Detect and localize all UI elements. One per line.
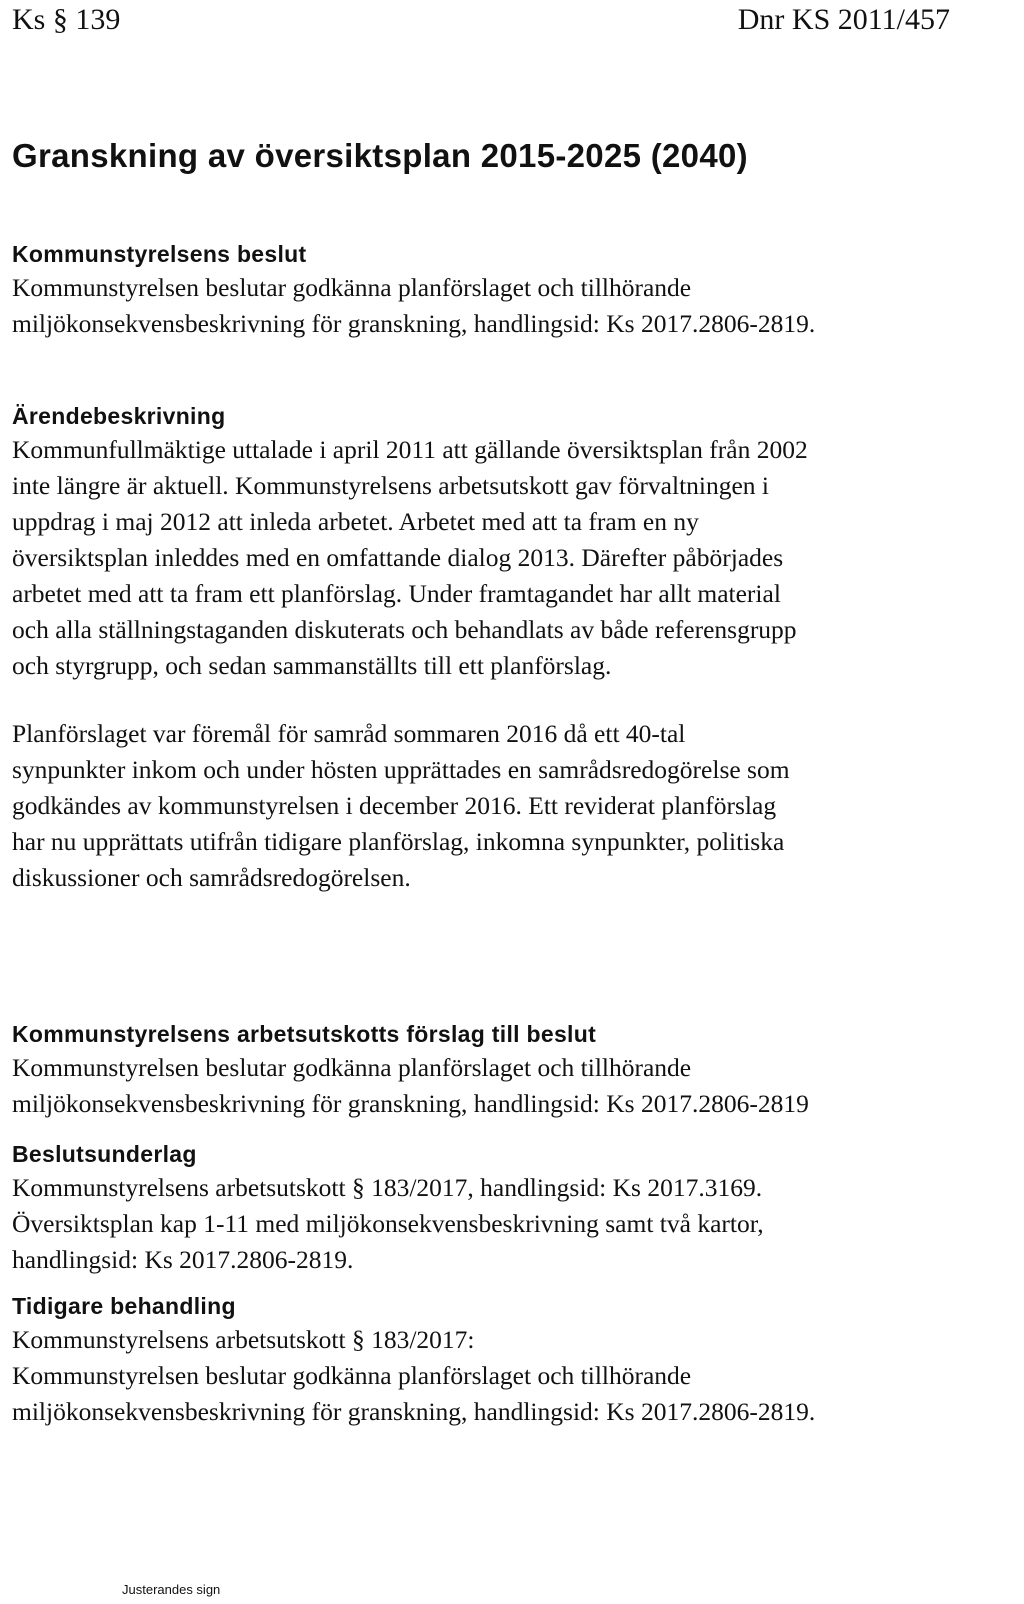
section-heading-basis: Beslutsunderlag	[12, 1141, 197, 1167]
diary-number: Dnr KS 2011/457	[737, 3, 950, 36]
section-proposal	[12, 1018, 1016, 1122]
decision-text	[12, 270, 1016, 342]
section-decision	[12, 238, 1016, 342]
text-line: har nu upprättats utifrån tidigare planförslag, inkomna synpunkter, politiska	[12, 827, 785, 856]
text-line: Kommunstyrelsen beslutar godkänna planförslaget och tillhörande	[12, 273, 692, 302]
text-line: handlingsid: Ks 2017.2806-2819.	[12, 1245, 354, 1274]
text-line: översiktsplan inleddes med en omfattande dialog 2013. Därefter påbörjades	[12, 543, 784, 572]
text-line: miljökonsekvensbeskrivning för granskning, handlingsid: Ks 2017.2806-2819.	[12, 1397, 816, 1426]
paragraph-reference: Ks § 139	[12, 3, 121, 36]
text-line: inte längre är aktuell. Kommunstyrelsens arbetsutskott gav förvaltningen i	[12, 471, 770, 500]
signature-label: Justerandes sign	[122, 1582, 221, 1597]
section-basis	[12, 1138, 1016, 1278]
text-line: miljökonsekvensbeskrivning för granskning, handlingsid: Ks 2017.2806-2819.	[12, 309, 816, 338]
section-previous	[12, 1290, 1016, 1430]
text-line: Planförslaget var föremål för samråd sommaren 2016 då ett 40-tal	[12, 719, 686, 748]
text-line: Kommunstyrelsens arbetsutskott § 183/2017:	[12, 1325, 475, 1354]
text-line: arbetet med att ta fram ett planförslag. Under framtagandet har allt material	[12, 579, 781, 608]
document-title: Granskning av översiktsplan 2015-2025 (2040)	[12, 137, 748, 174]
text-line: Kommunstyrelsen beslutar godkänna planförslaget och tillhörande	[12, 1053, 692, 1082]
text-line: diskussioner och samrådsredogörelsen.	[12, 863, 411, 892]
text-line: miljökonsekvensbeskrivning för granskning, handlingsid: Ks 2017.2806-2819	[12, 1089, 809, 1118]
text-line: godkändes av kommunstyrelsen i december 2016. Ett reviderat planförslag	[12, 791, 777, 820]
description-paragraph-2	[12, 716, 1016, 896]
section-heading-description: Ärendebeskrivning	[12, 403, 226, 429]
text-line: och alla ställningstaganden diskuterats och behandlats av både referensgrupp	[12, 615, 797, 644]
text-line: Kommunstyrelsen beslutar godkänna planförslaget och tillhörande	[12, 1361, 692, 1390]
previous-text	[12, 1322, 1016, 1430]
section-heading-proposal: Kommunstyrelsens arbetsutskotts förslag till beslut	[12, 1021, 597, 1047]
description-paragraph-1	[12, 432, 1016, 684]
basis-text	[12, 1170, 1016, 1278]
text-line: Översiktsplan kap 1-11 med miljökonsekvensbeskrivning samt två kartor,	[12, 1209, 764, 1238]
section-description	[12, 400, 1016, 896]
text-line: Kommunstyrelsens arbetsutskott § 183/2017, handlingsid: Ks 2017.3169.	[12, 1173, 763, 1202]
proposal-text	[12, 1050, 1016, 1122]
section-heading-decision: Kommunstyrelsens beslut	[12, 241, 307, 267]
section-heading-previous: Tidigare behandling	[12, 1293, 236, 1319]
text-line: synpunkter inkom och under hösten upprättades en samrådsredogörelse som	[12, 755, 790, 784]
text-line: uppdrag i maj 2012 att inleda arbetet. Arbetet med att ta fram en ny	[12, 507, 699, 536]
text-line: och styrgrupp, och sedan sammanställts till ett planförslag.	[12, 651, 612, 680]
text-line: Kommunfullmäktige uttalade i april 2011 att gällande översiktsplan från 2002	[12, 435, 808, 464]
